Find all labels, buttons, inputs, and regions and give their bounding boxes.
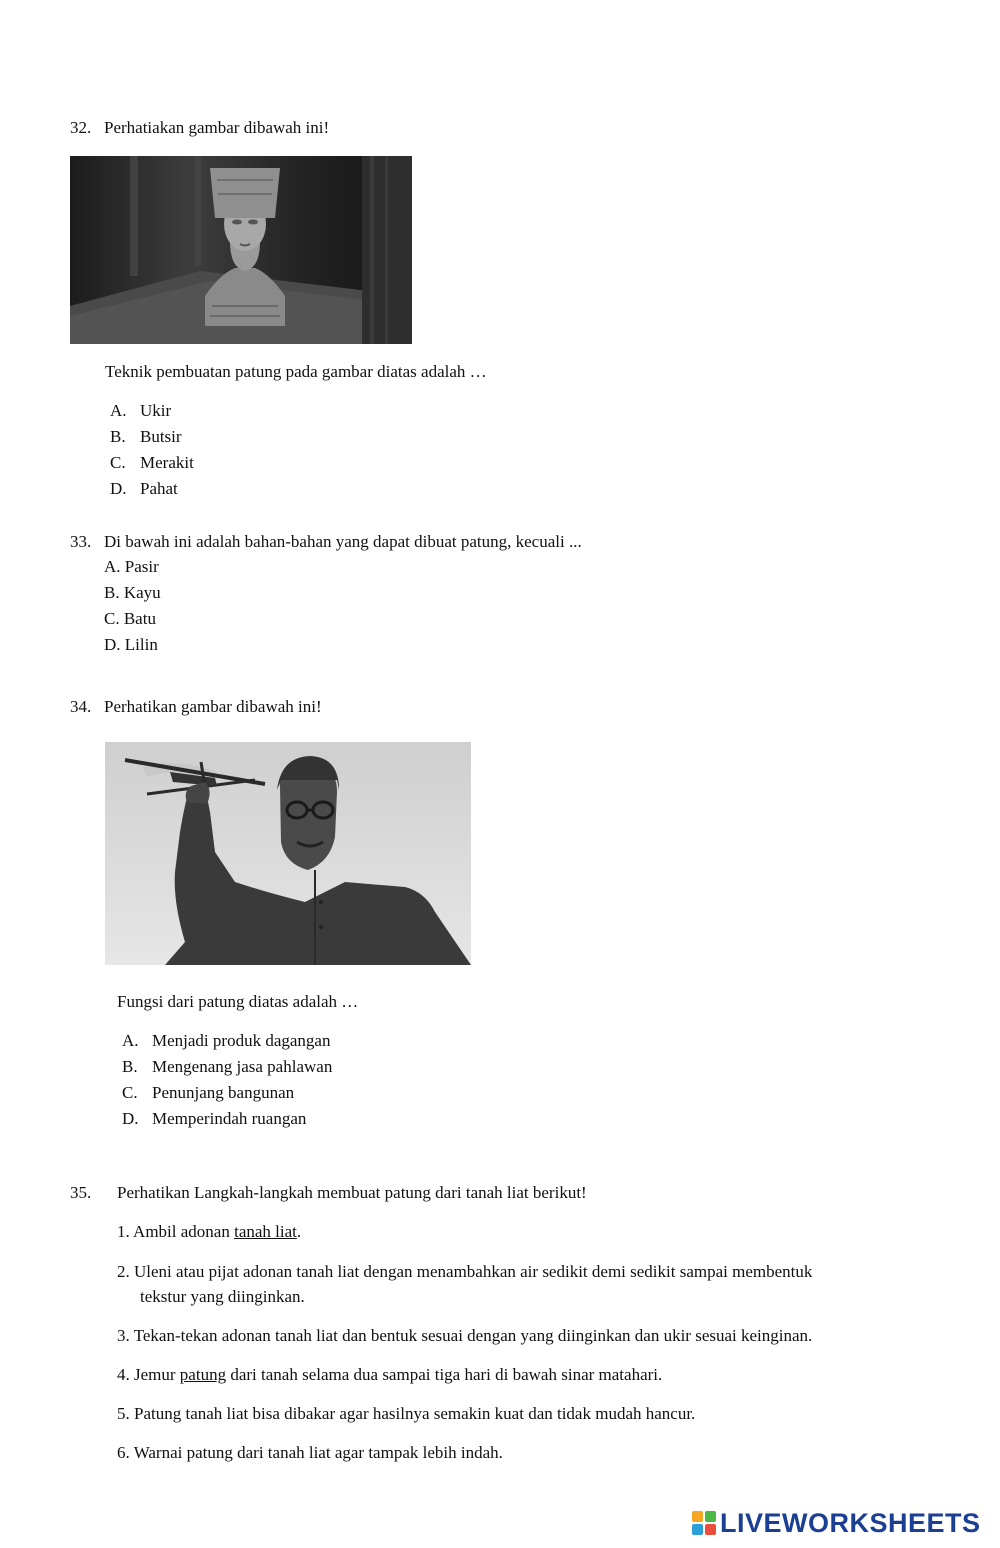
q35-step-2-line2: tekstur yang diinginkan. <box>140 1287 305 1306</box>
q33-option-d[interactable]: D. Lilin <box>104 635 158 654</box>
liveworksheets-logo-icon <box>692 1511 716 1535</box>
q35-step-4-prefix: 4. Jemur <box>117 1365 180 1384</box>
liveworksheets-logo[interactable] <box>692 1506 981 1540</box>
q34-question: Fungsi dari patung diatas adalah … <box>117 992 359 1011</box>
q34-option-a[interactable]: Menjadi produk dagangan <box>152 1031 331 1050</box>
q34-option-c-letter: C. <box>122 1083 138 1102</box>
logo-square-2 <box>705 1511 716 1522</box>
q32-question: Teknik pembuatan patung pada gambar diatas adalah … <box>105 362 487 381</box>
q35-step-1-prefix: 1. Ambil adonan <box>117 1222 235 1241</box>
q33-option-a[interactable]: A. Pasir <box>104 557 159 576</box>
q33-number: 33. <box>70 532 92 551</box>
q34-number: 34. <box>70 697 92 716</box>
q35-step-1 <box>117 1222 301 1242</box>
tanah-liat-link[interactable]: tanah liat <box>234 1222 297 1241</box>
q33-option-b[interactable]: B. Kayu <box>104 583 161 602</box>
q34-option-b[interactable]: Mengenang jasa pahlawan <box>152 1057 333 1076</box>
q35-step-4-suffix: dari tanah selama dua sampai tiga hari di bawah sinar matahari. <box>226 1365 663 1384</box>
q32-option-c[interactable]: Merakit <box>140 453 194 472</box>
q35-step-6: 6. Warnai patung dari tanah liat agar tampak lebih indah. <box>117 1443 503 1462</box>
q33-question: Di bawah ini adalah bahan-bahan yang dapat dibuat patung, kecuali ... <box>104 532 582 551</box>
logo-square-4 <box>705 1524 716 1535</box>
habibie-statue-photo <box>105 742 471 965</box>
q32-option-c-letter: C. <box>110 453 126 472</box>
patung-link[interactable]: patung <box>179 1365 227 1384</box>
q34-title: Perhatikan gambar dibawah ini! <box>104 697 322 716</box>
q35-step-3: 3. Tekan-tekan adonan tanah liat dan bentuk sesuai dengan yang diinginkan dan ukir sesuai keinginan. <box>117 1326 813 1345</box>
q34-option-c[interactable]: Penunjang bangunan <box>152 1083 295 1102</box>
q32-option-d[interactable]: Pahat <box>140 479 178 498</box>
q35-step-5: 5. Patung tanah liat bisa dibakar agar hasilnya semakin kuat dan tidak mudah hancur. <box>117 1404 696 1423</box>
q32-option-b-letter: B. <box>110 427 126 446</box>
q32-title: Perhatiakan gambar dibawah ini! <box>104 118 330 137</box>
logo-square-1 <box>692 1511 703 1522</box>
q32-option-a[interactable]: Ukir <box>140 401 172 420</box>
q35-step-1-suffix: . <box>296 1222 302 1241</box>
q34-option-a-letter: A. <box>122 1031 139 1050</box>
q33-option-c[interactable]: C. Batu <box>104 609 156 628</box>
q35-step-4 <box>117 1365 662 1385</box>
q34-option-b-letter: B. <box>122 1057 138 1076</box>
q35-title: Perhatikan Langkah-langkah membuat patung dari tanah liat berikut! <box>117 1183 587 1202</box>
nefertiti-bust-photo <box>70 156 412 344</box>
q34-option-d[interactable]: Memperindah ruangan <box>152 1109 307 1128</box>
logo-square-3 <box>692 1524 703 1535</box>
q32-number: 32. <box>70 118 92 137</box>
liveworksheets-logo-text: LIVEWORKSHEETS <box>720 1507 981 1538</box>
q32-option-a-letter: A. <box>110 401 127 420</box>
q32-option-d-letter: D. <box>110 479 127 498</box>
q35-step-2-line1: 2. Uleni atau pijat adonan tanah liat dengan menambahkan air sedikit demi sedikit sampai membentuk <box>117 1262 813 1281</box>
q35-number: 35. <box>70 1183 92 1202</box>
q34-option-d-letter: D. <box>122 1109 139 1128</box>
q32-option-b[interactable]: Butsir <box>140 427 182 446</box>
